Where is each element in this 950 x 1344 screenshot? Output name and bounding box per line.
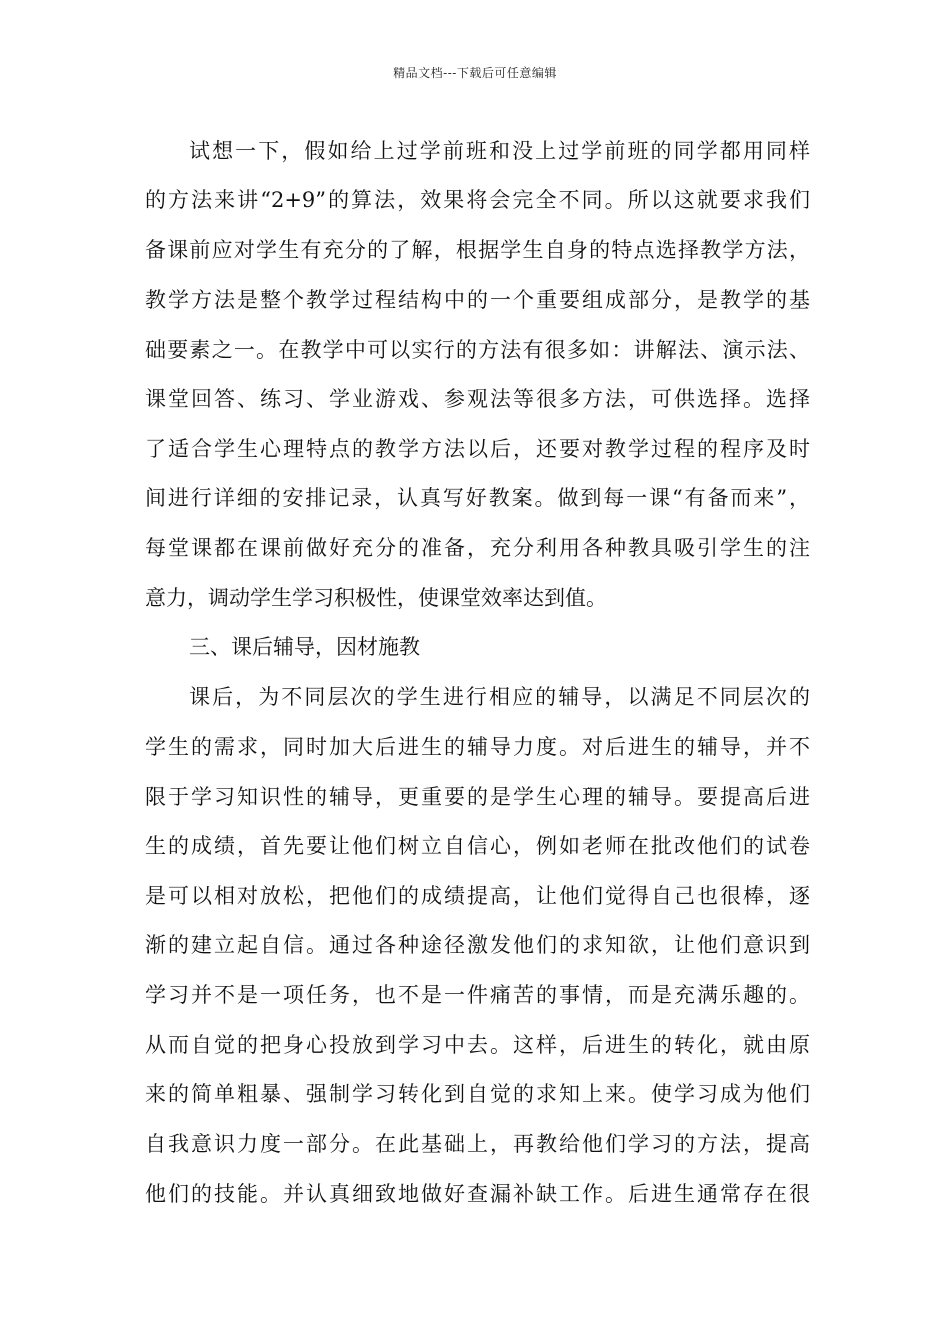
paragraph-line: 的方法来讲“2+9”的算法，效果将会完全不同。所以这就要求我们: [145, 188, 810, 212]
paragraph-line: 生的成绩，首先要让他们树立自信心，例如老师在批改他们的试卷: [145, 834, 810, 858]
paragraph-line: 础要素之一。在教学中可以实行的方法有很多如：讲解法、演示法、: [145, 338, 810, 362]
paragraph-line: 教学方法是整个教学过程结构中的一个重要组成部分，是教学的基: [145, 288, 810, 312]
paragraph-line: 自我意识力度一部分。在此基础上，再教给他们学习的方法，提高: [145, 1132, 810, 1156]
paragraph-line: 学生的需求，同时加大后进生的辅导力度。对后进生的辅导，并不: [145, 735, 810, 759]
paragraph-line: 从而自觉的把身心投放到学习中去。这样，后进生的转化，就由原: [145, 1033, 810, 1057]
paragraph-line: 渐的建立起自信。通过各种途径激发他们的求知欲，让他们意识到: [145, 933, 810, 957]
paragraph-line: 试想一下，假如给上过学前班和没上过学前班的同学都用同样: [189, 139, 810, 163]
paragraph-line: 是可以相对放松，把他们的成绩提高，让他们觉得自己也很棒，逐: [145, 884, 810, 908]
paragraph-line: 来的简单粗暴、强制学习转化到自觉的求知上来。使学习成为他们: [145, 1082, 810, 1106]
paragraph-line: 课后，为不同层次的学生进行相应的辅导，以满足不同层次的: [189, 685, 810, 709]
paragraph-line: 备课前应对学生有充分的了解，根据学生自身的特点选择教学方法，: [145, 238, 810, 262]
paragraph-line: 限于学习知识性的辅导，更重要的是学生心理的辅导。要提高后进: [145, 785, 810, 809]
paragraph-line: 学习并不是一项任务，也不是一件痛苦的事情，而是充满乐趣的。: [145, 983, 810, 1007]
paragraph-line: 意力，调动学生学习积极性，使课堂效率达到值。: [145, 586, 607, 610]
paragraph-line: 课堂回答、练习、学业游戏、参观法等很多方法，可供选择。选择: [145, 387, 810, 411]
paragraph-line: 间进行详细的安排记录，认真写好教案。做到每一课“有备而来”，: [145, 486, 810, 510]
paragraph-line: 每堂课都在课前做好充分的准备，充分利用各种教具吸引学生的注: [145, 536, 810, 560]
section-heading: 三、课后辅导，因材施教: [189, 635, 420, 659]
paragraph-line: 他们的技能。并认真细致地做好查漏补缺工作。后进生通常存在很: [145, 1182, 810, 1206]
paragraph-line: 了适合学生心理特点的教学方法以后，还要对教学过程的程序及时: [145, 437, 810, 461]
page-header: 精品文档---下载后可任意编辑: [393, 66, 557, 80]
